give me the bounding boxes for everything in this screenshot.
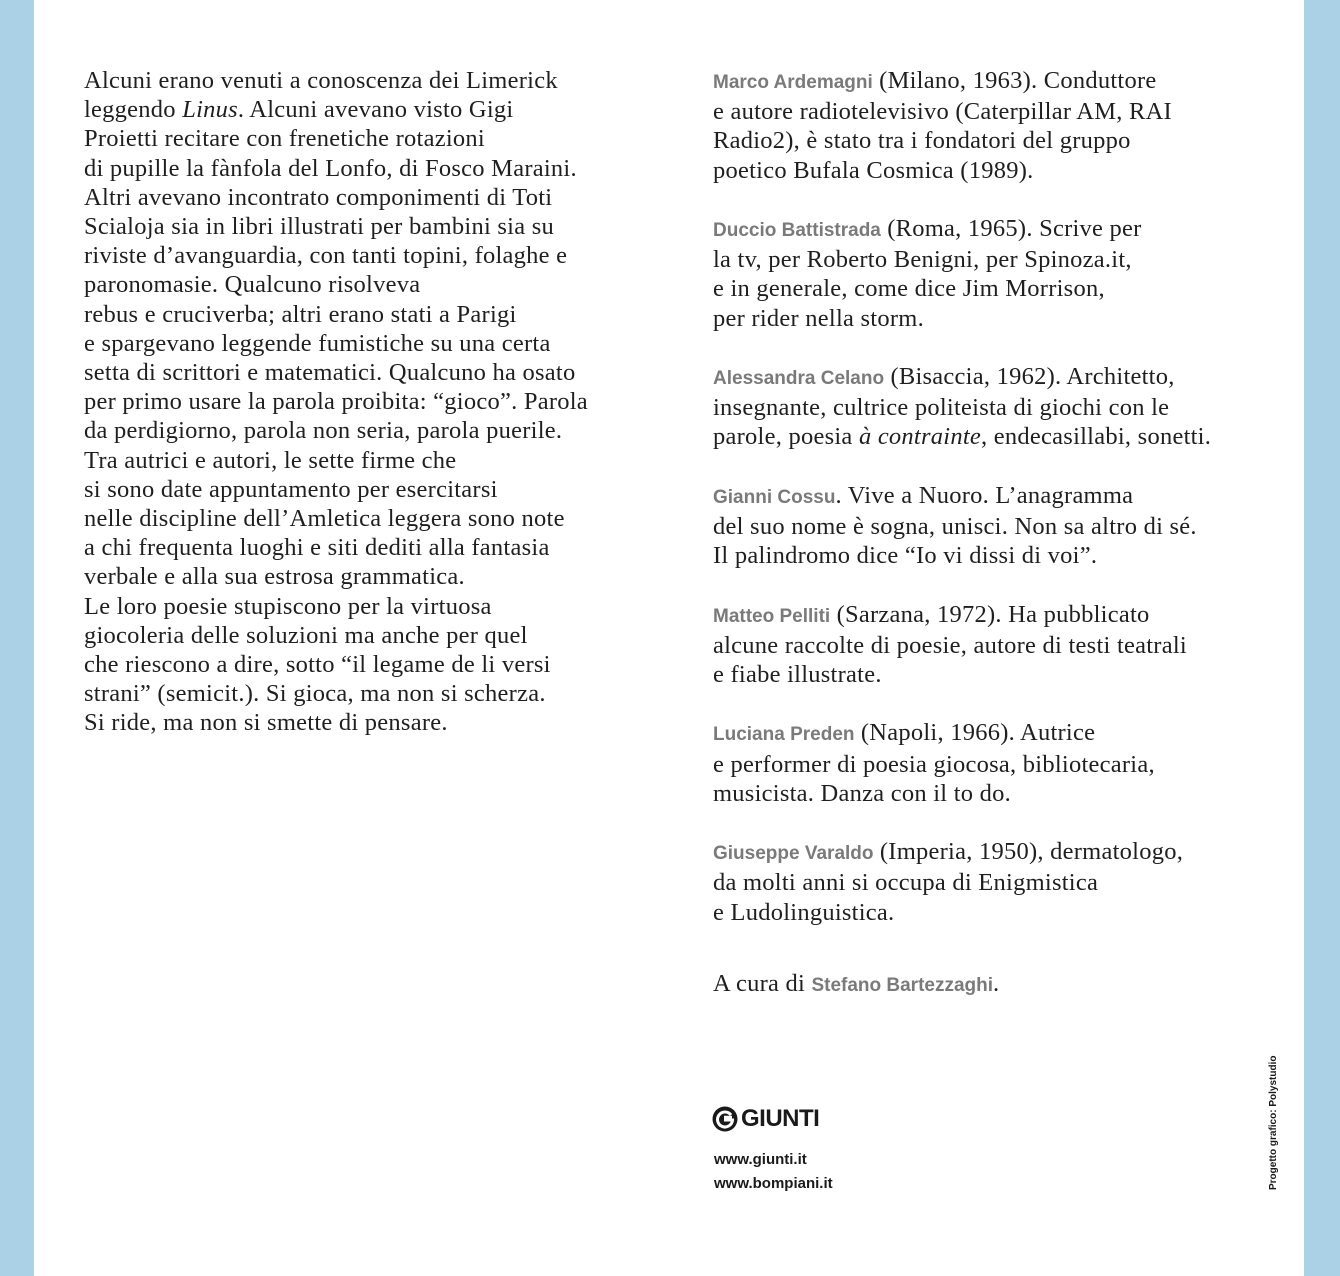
design-credit: Progetto grafico: Polystudio xyxy=(1268,1055,1279,1190)
intro-line: di pupille la fànfola del Lonfo, di Fosco Maraini. xyxy=(84,154,577,182)
intro-line: paronomasie. Qualcuno risolveva xyxy=(84,271,421,299)
intro-line: strani” (semicit.). Si gioca, ma non si scherza. xyxy=(84,680,546,708)
intro-line: Alcuni erano venuti a conoscenza dei Limerick xyxy=(84,67,558,94)
author-name: Matteo Pelliti xyxy=(713,605,831,627)
linus-title: Linus xyxy=(182,96,238,124)
intro-line: leggendo Linus. Alcuni avevano visto Gigi xyxy=(84,96,514,124)
intro-line: per primo usare la parola proibita: “gioco”. Parola xyxy=(84,388,588,416)
intro-line: a chi frequenta luoghi e siti dediti alla fantasia xyxy=(84,534,550,562)
curator-line: A cura di Stefano Bartezzaghi. xyxy=(713,970,1000,997)
intro-line: che riescono a dire, sotto “il legame de li versi xyxy=(84,651,551,679)
author-name: Duccio Battistrada xyxy=(713,220,881,241)
author-name: Marco Ardemagni xyxy=(713,72,873,93)
author-name: Luciana Preden xyxy=(713,724,855,746)
left-color-band xyxy=(0,0,34,1276)
bio-cossu: Gianni Cossu. Vive a Nuoro. L’anagramma del suo nome è sogna, unisci. Non sa altro di sé. Il palindromo dice “Io vi dissi di voi”. xyxy=(713,481,1197,570)
intro-line: e spargevano leggende fumistiche su una certa xyxy=(84,329,551,357)
intro-line: Proietti recitare con frenetiche rotazioni xyxy=(84,125,485,153)
intro-line: Tra autrici e autori, le sette firme che xyxy=(84,446,457,474)
publisher-sites xyxy=(714,1148,833,1196)
intro-line: setta di scrittori e matematici. Qualcuno ha osato xyxy=(84,359,576,387)
intro-line: Scialoja sia in libri illustrati per bambini sia su xyxy=(84,213,555,241)
author-name: Giuseppe Varaldo xyxy=(713,843,874,865)
bio-celano: Alessandra Celano (Bisaccia, 1962). Architetto, insegnante, cultrice politeista di giochi con le parole, poesia à contrainte, endecasillabi, sonetti. xyxy=(713,363,1212,451)
giunti-g-icon xyxy=(712,1106,738,1132)
bio-preden: Luciana Preden (Napoli, 1966). Autrice e performer di poesia giocosa, bibliotecaria, musicista. Danza con il to do. xyxy=(713,719,1155,807)
author-name: Gianni Cossu xyxy=(713,486,836,508)
intro-line: verbale e alla sua estrosa grammatica. xyxy=(84,563,465,591)
intro-line: da perdigiorno, parola non seria, parola puerile. xyxy=(84,417,563,445)
giunti-url[interactable]: www.giunti.it xyxy=(714,1151,807,1168)
bio-battistrada: Duccio Battistrada (Roma, 1965). Scrive per la tv, per Roberto Benigni, per Spinoza.it, e in generale, come dice Jim Morrison, per rider nella storm. xyxy=(713,215,1142,332)
author-name: Alessandra Celano xyxy=(713,368,885,389)
intro-line: Le loro poesie stupiscono per la virtuosa xyxy=(84,592,492,620)
curator-name: Stefano Bartezzaghi xyxy=(811,975,994,996)
intro-line: giocoleria delle soluzioni ma anche per quel xyxy=(84,621,528,649)
intro-line: Si ride, ma non si smette di pensare. xyxy=(84,709,448,737)
bio-pelliti: Matteo Pelliti (Sarzana, 1972). Ha pubblicato alcune raccolte di poesie, autore di testi teatrali e fiabe illustrate. xyxy=(713,600,1187,688)
right-color-band xyxy=(1304,0,1340,1276)
intro-line: si sono date appuntamento per esercitarsi xyxy=(84,475,498,503)
giunti-logo xyxy=(712,1104,819,1134)
bio-ardemagni: Marco Ardemagni (Milano, 1963). Conduttore e autore radiotelevisivo (Caterpillar AM, RAI Radio2), è stato tra i fondatori del gruppo poetico Bufala Cosmica (1989). xyxy=(713,67,1172,184)
bio-varaldo: Giuseppe Varaldo (Imperia, 1950), dermatologo, da molti anni si occupa di Enigmistica e Ludolinguistica. xyxy=(713,838,1184,926)
intro-line: rebus e cruciverba; altri erano stati a Parigi xyxy=(84,300,517,328)
bompiani-url[interactable]: www.bompiani.it xyxy=(714,1175,833,1192)
intro-text xyxy=(84,66,644,738)
giunti-logo-text: GIUNTI xyxy=(741,1105,820,1132)
author-bios xyxy=(713,66,1273,956)
intro-line: riviste d’avanguardia, con tanti topini, folaghe e xyxy=(84,242,568,270)
intro-line: Altri avevano incontrato componimenti di Toti xyxy=(84,183,553,211)
intro-line: nelle discipline dell’Amletica leggera sono note xyxy=(84,505,565,533)
